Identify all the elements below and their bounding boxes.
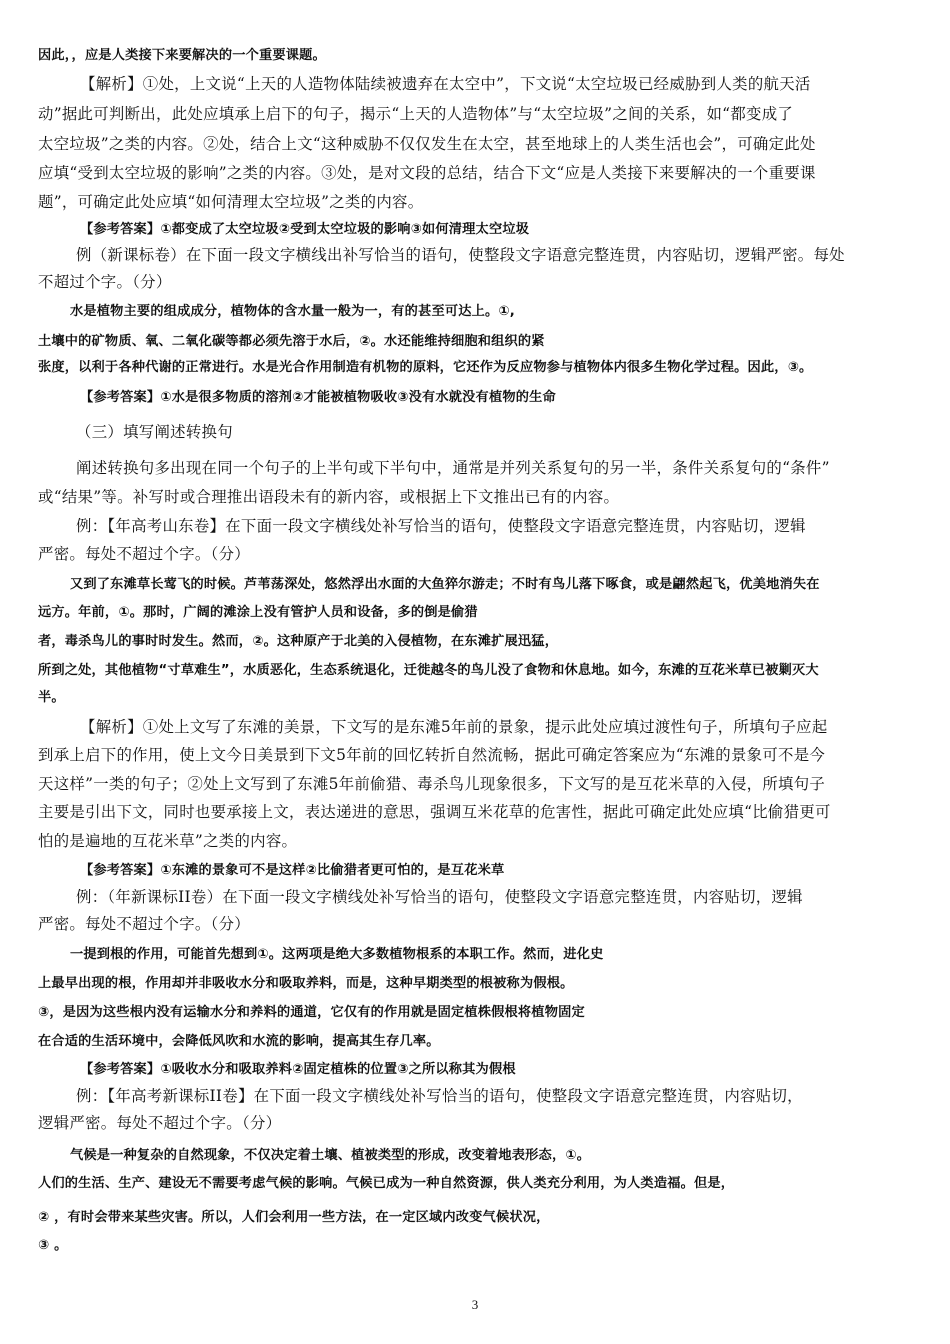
text-line: 或“结果”等。补写时或合理推出语段未有的新内容，或根据上下文推出已有的内容。	[38, 488, 620, 506]
text-line: 怕的是遍地的互花米草”之类的内容。	[38, 832, 298, 850]
text-line: 【参考答案】①都变成了太空垃圾②受到太空垃圾的影响③如何清理太空垃圾	[80, 222, 530, 237]
text-line: 逻辑严密。每处不超过个字。（分）	[38, 1114, 282, 1132]
text-line: 【解析】①处上文写了东滩的美景，下文写的是东滩5年前的景象，提示此处应填过渡性句子，所填句子应起	[80, 718, 828, 736]
text-line: 半。	[38, 690, 65, 705]
text-line: 到承上启下的作用，使上文今日美景到下文5年前的回忆转折自然流畅，据此可确定答案应为“东滩的景象可不是今	[38, 746, 826, 764]
text-line: 人们的生活、生产、建设无不需要考虑气候的影响。气候已成为一种自然资源，供人类充分利用，为人类造福。但是，	[38, 1176, 735, 1191]
text-line: 太空垃圾”之类的内容。②处，结合上文“这种威胁不仅仅发生在太空，甚至地球上的人类生活也会”，可确定此处	[38, 135, 816, 153]
text-line: 动”据此可判断出，此处应填承上启下的句子，揭示“上天的人造物体”与“太空垃圾”之间的关系，如“都变成了	[38, 105, 794, 123]
text-line: 严密。每处不超过个字。（分）	[38, 545, 250, 563]
text-line: 因此，，应是人类接下来要解决的一个重要课题。	[38, 48, 326, 63]
text-line: 天这样”一类的句子；②处上文写到了东滩5年前偷猎、毒杀鸟儿现象很多，下文写的是互花米草的入侵，所填句子	[38, 775, 826, 793]
text-line: 应填“受到太空垃圾的影响”之类的内容。③处，是对文段的总结，结合下文“应是人类接下来要解决的一个重要课	[38, 164, 816, 182]
text-line: 者，毒杀鸟儿的事时时发生。然而，②。这种原产于北美的入侵植物，在东滩扩展迅猛，	[38, 634, 559, 649]
text-line: 土壤中的矿物质、氧、二氧化碳等都必须先溶于水后，②。水还能维持细胞和组织的紧	[38, 334, 545, 349]
text-line: 远方。年前，①。那时，广阔的滩涂上没有管护人员和设备，多的倒是偷猎	[38, 605, 478, 620]
text-line: 水是植物主要的组成成分，植物体的含水量一般为一，有的甚至可达上。①,	[70, 304, 515, 319]
text-line: 例：（年新课标II卷）在下面一段文字横线处补写恰当的语句，使整段文字语意完整连贯，内容贴切，逻辑	[76, 888, 803, 906]
text-line: 【解析】①处，上文说“上天的人造物体陆续被遗弃在太空中”，下文说“太空垃圾已经威胁到人类的航天活	[80, 75, 811, 93]
text-line: 一提到根的作用，可能首先想到①。这两项是绝大多数植物根系的本职工作。然而，进化史	[70, 947, 604, 962]
text-line: 【参考答案】①东滩的景象可不是这样②比偷猎者更可怕的，是互花米草	[80, 863, 505, 878]
section-heading: （三）填写阐述转换句	[76, 423, 233, 441]
text-line: 例：【年高考山东卷】在下面一段文字横线处补写恰当的语句，使整段文字语意完整连贯，内容贴切，逻辑	[76, 517, 806, 535]
text-line: ③ 。	[38, 1238, 68, 1253]
text-line: 例：【年高考新课标II卷】在下面一段文字横线处补写恰当的语句，使整段文字语意完整连贯，内容贴切，	[76, 1087, 803, 1105]
text-line: 在合适的生活环境中，会降低风吹和水流的影响，提高其生存几率。	[38, 1034, 440, 1049]
text-line: 不超过个字。（分）	[38, 273, 172, 291]
text-line: ③，是因为这些根内没有运输水分和养料的通道，它仅有的作用就是固定植株假根将植物固定	[38, 1005, 585, 1020]
text-line: 上最早出现的根，作用却并非吸收水分和吸取养料，而是，这种早期类型的根被称为假根。	[38, 976, 574, 991]
text-line: 张度，以利于各种代谢的正常进行。水是光合作用制造有机物的原料，它还作为反应物参与植物体内很多生物化学过程。因此，③。	[38, 360, 813, 375]
text-line: 气候是一种复杂的自然现象，不仅决定着土壤、植被类型的形成，改变着地表形态，①。	[70, 1148, 591, 1163]
text-line: ② ，有时会带来某些灾害。所以，人们会利用一些方法，在一定区域内改变气候状况，	[38, 1210, 550, 1225]
text-line: 主要是引出下文，同时也要承接上文，表达递进的意思，强调互米花草的危害性，据此可确定此处应填“比偷猎更可	[38, 803, 831, 821]
text-line: 【参考答案】①吸收水分和吸取养料②固定植株的位置③之所以称其为假根	[80, 1062, 516, 1077]
text-line: 阐述转换句多出现在同一个句子的上半句或下半句中，通常是并列关系复句的另一半，条件关系复句的“条件”	[76, 459, 830, 477]
text-line: 例（新课标卷）在下面一段文字横线出补写恰当的语句，使整段文字语意完整连贯，内容贴切，逻辑严密。每处	[76, 246, 845, 264]
text-line: 所到之处，其他植物“寸草难生”，水质恶化，生态系统退化，迁徙越冬的鸟儿没了食物和休息地。如今，东滩的互花米草已被剿灭大	[38, 663, 819, 678]
text-line: 【参考答案】①水是很多物质的溶剂②才能被植物吸收③没有水就没有植物的生命	[80, 390, 556, 405]
page-number: 3	[471, 1297, 479, 1312]
text-line: 题”，可确定此处应填“如何清理太空垃圾”之类的内容。	[38, 193, 424, 211]
text-line: 又到了东滩草长莺飞的时候。芦苇荡深处，悠然浮出水面的大鱼猝尔游走；不时有鸟儿落下啄食，或是翩然起飞，优美地消失在	[70, 577, 820, 592]
text-line: 严密。每处不超过个字。（分）	[38, 915, 250, 933]
